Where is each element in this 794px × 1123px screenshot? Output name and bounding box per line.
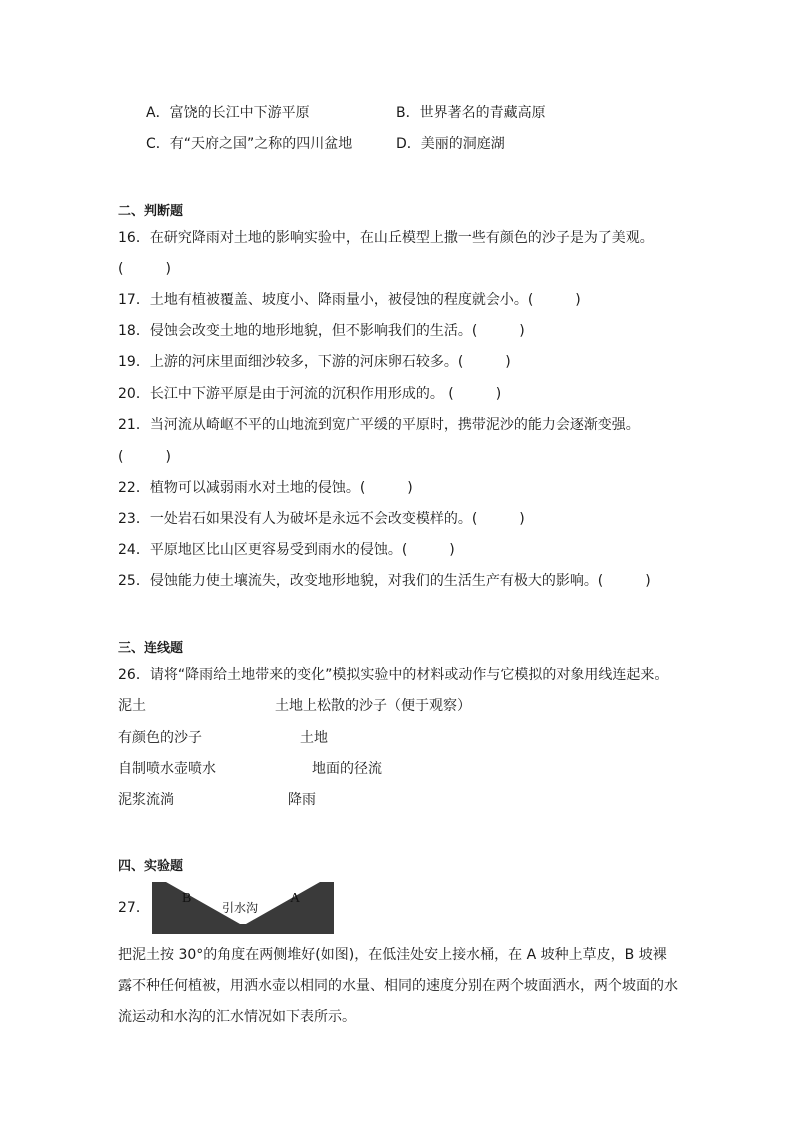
match-left-item[interactable]: 有颜色的沙子: [118, 730, 202, 746]
match-left-item[interactable]: 泥土: [118, 698, 146, 714]
match-right-item[interactable]: 土地: [300, 730, 328, 746]
match-left-item[interactable]: 泥浆流淌: [118, 792, 174, 808]
section-heading-experiment: 四、实验题: [118, 859, 184, 874]
section-heading-judgment: 二、判断题: [118, 204, 184, 219]
match-right-item[interactable]: 土地上松散的沙子（便于观察）: [275, 698, 471, 714]
experiment-description: 把泥土按 30°的角度在两侧堆好(如图)，在低洼处安上接水桶，在 A 坡种上草皮，B 坡裸露不种任何植被，用洒水壶以相同的水量、相同的速度分别在两个坡面洒水，两个坡面的水流运动和水沟的汇水情况如下表所示。: [118, 947, 678, 1025]
answer-paren-16[interactable]: ( ): [118, 261, 171, 277]
question-22: 22．植物可以减弱雨水对土地的侵蚀。( ): [118, 480, 413, 496]
question-24: 24．平原地区比山区更容易受到雨水的侵蚀。( ): [118, 542, 455, 558]
choice-d[interactable]: D．美丽的洞庭湖: [396, 136, 505, 152]
slope-label-b: B: [182, 891, 192, 906]
slope-diagram: [152, 882, 334, 934]
choice-b[interactable]: B．世界著名的青藏高原: [396, 105, 546, 121]
choice-c[interactable]: C．有“天府之国”之称的四川盆地: [146, 136, 353, 152]
question-27-number: 27．: [118, 900, 150, 916]
question-23: 23．一处岩石如果没有人为破坏是永远不会改变模样的。( ): [118, 511, 525, 527]
question-25: 25．侵蚀能力使土壤流失，改变地形地貌，对我们的生活生产有极大的影响。( ): [118, 573, 651, 589]
question-16: 16．在研究降雨对土地的影响实验中，在山丘模型上撒一些有颜色的沙子是为了美观。: [118, 230, 654, 246]
slope-label-a: A: [290, 891, 301, 906]
question-17: 17．土地有植被覆盖、坡度小、降雨量小，被侵蚀的程度就会小。( ): [118, 292, 581, 308]
match-right-item[interactable]: 地面的径流: [312, 761, 382, 777]
answer-paren-21[interactable]: ( ): [118, 449, 171, 465]
match-right-item[interactable]: 降雨: [288, 792, 316, 808]
question-19: 19．上游的河床里面细沙较多，下游的河床卵石较多。( ): [118, 354, 511, 370]
question-18: 18．侵蚀会改变土地的地形地貌，但不影响我们的生活。( ): [118, 323, 525, 339]
question-20: 20．长江中下游平原是由于河流的沉积作用形成的。 ( ): [118, 386, 502, 402]
match-left-item[interactable]: 自制喷水壶喷水: [118, 761, 216, 777]
section-heading-matching: 三、连线题: [118, 641, 184, 656]
channel-label: 引水沟: [222, 901, 259, 915]
question-21: 21．当河流从崎岖不平的山地流到宽广平缓的平原时，携带泥沙的能力会逐渐变强。: [118, 417, 640, 433]
choice-a[interactable]: A．富饶的长江中下游平原: [146, 105, 310, 121]
question-26: 26．请将“降雨给土地带来的变化”模拟实验中的材料或动作与它模拟的对象用线连起来。: [118, 667, 669, 683]
